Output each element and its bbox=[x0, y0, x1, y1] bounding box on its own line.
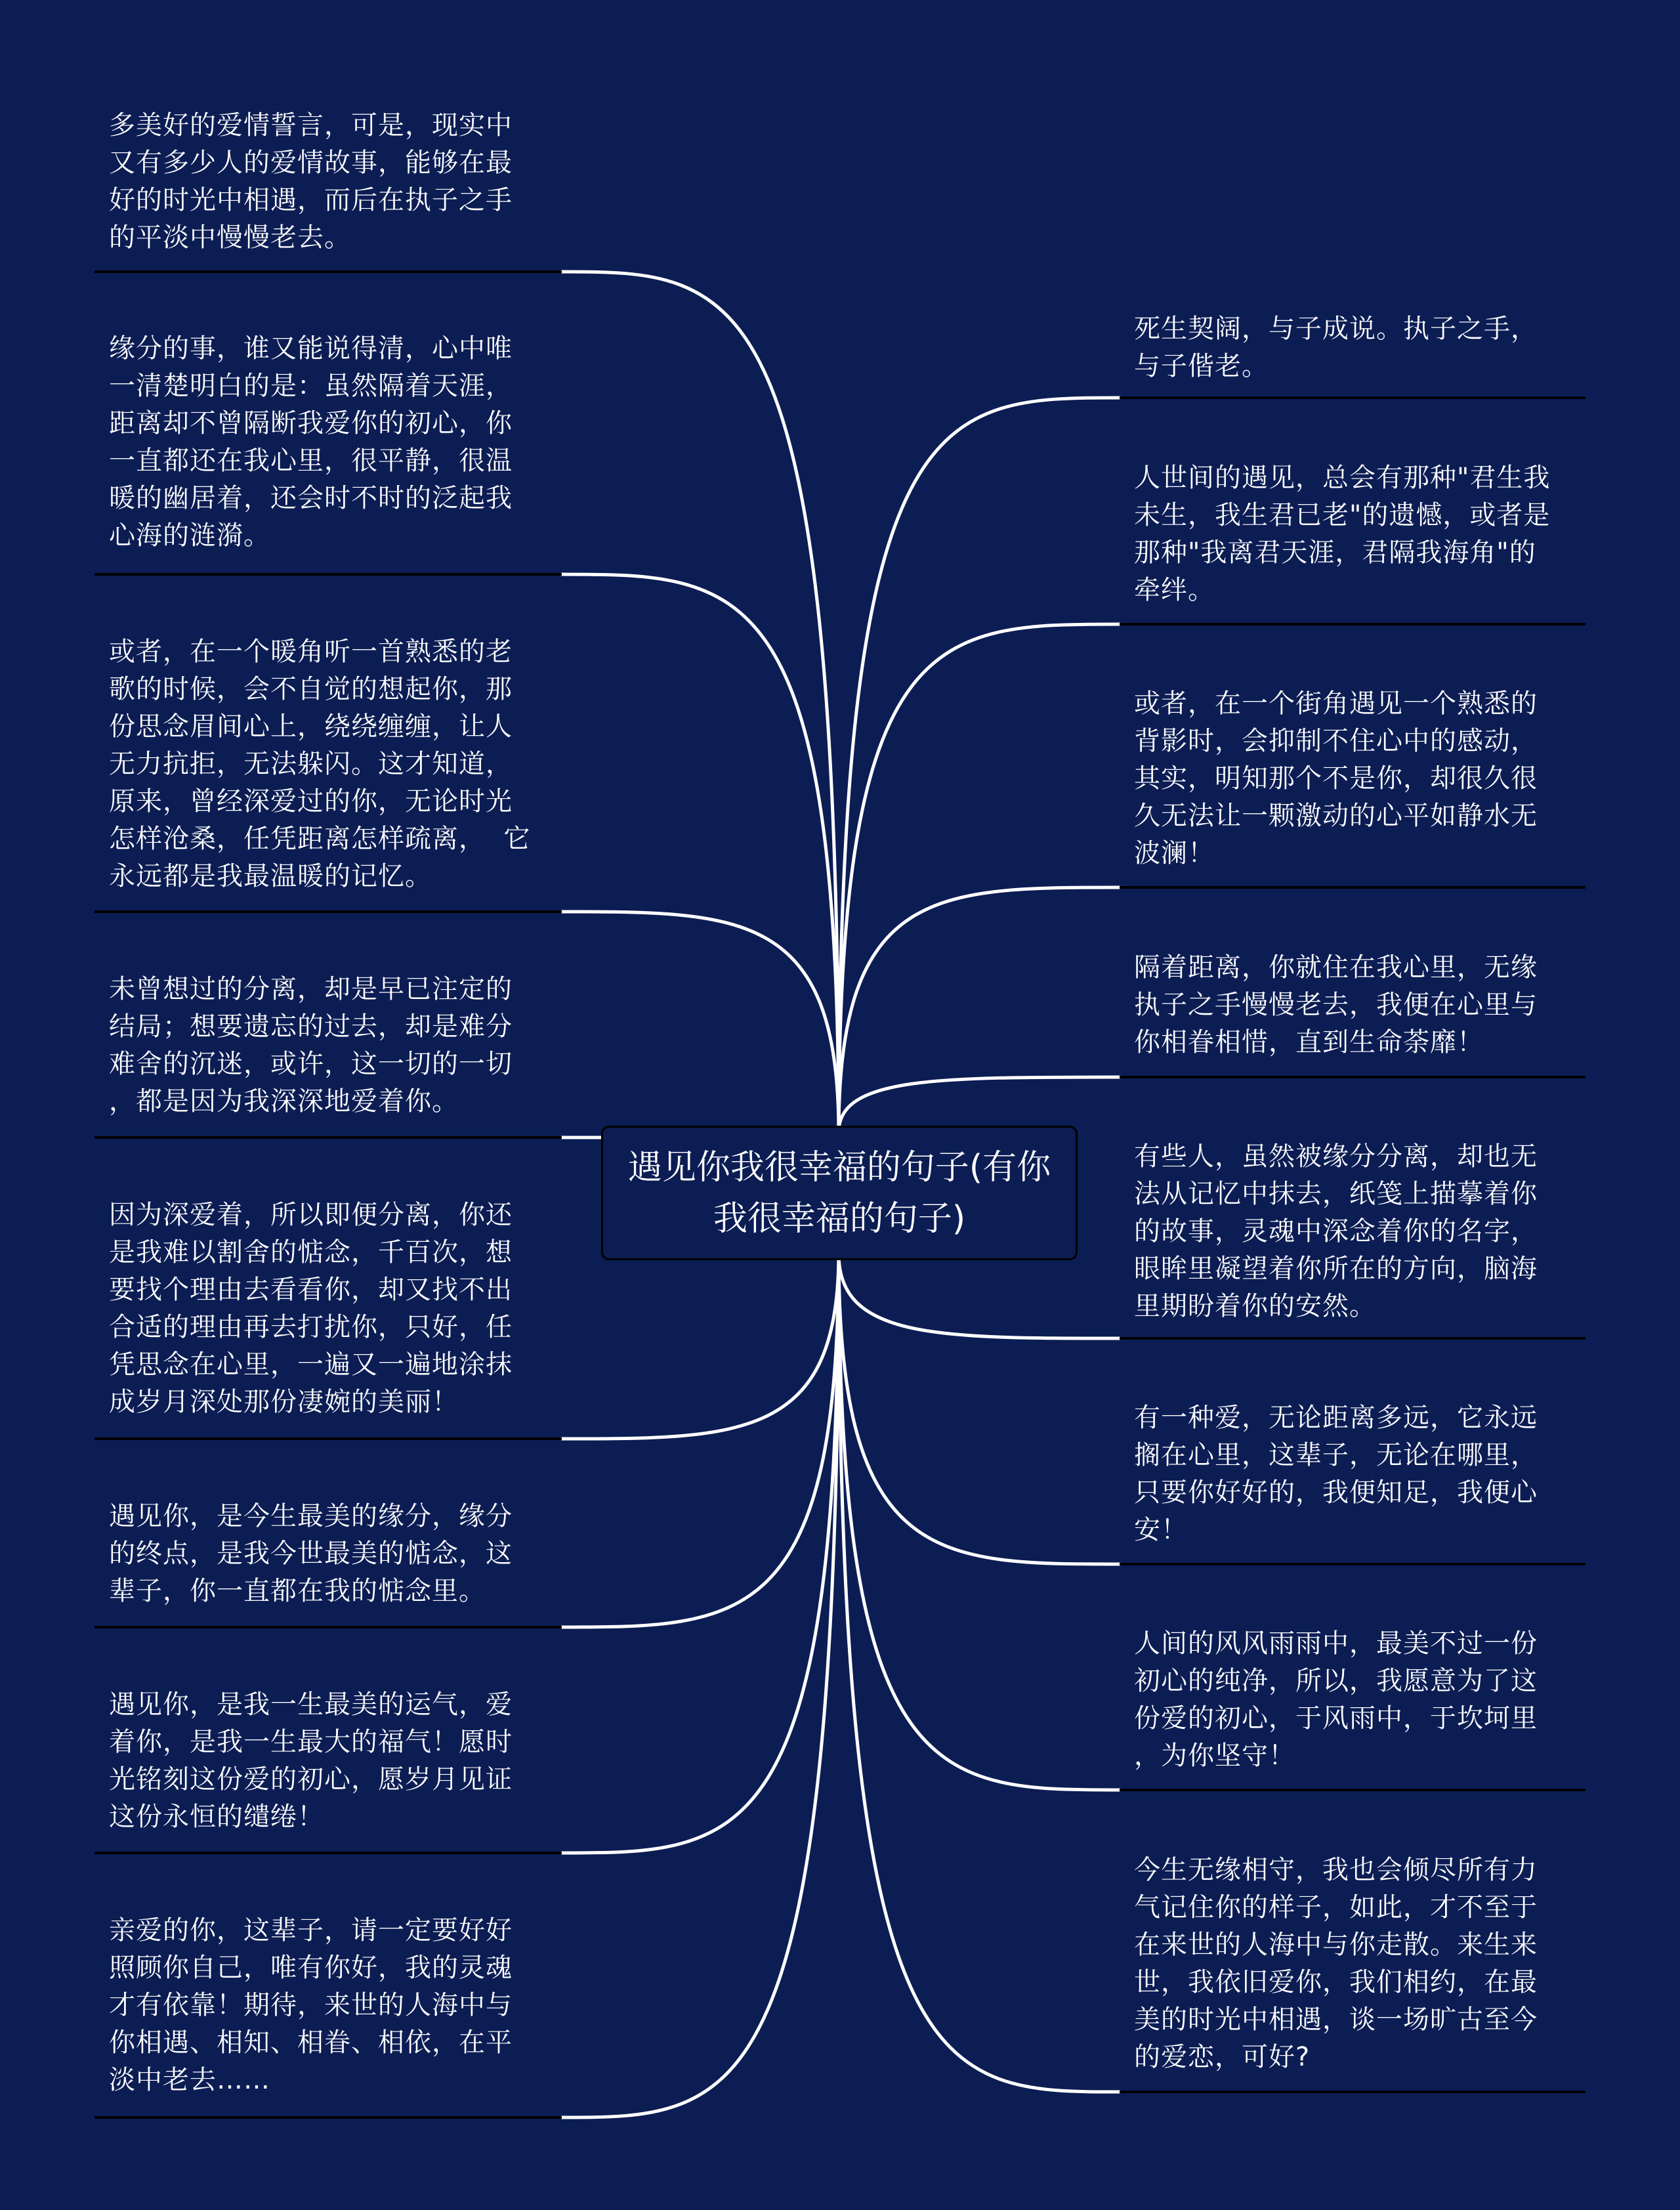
left-connector-6 bbox=[562, 1254, 839, 1627]
left-node-underline bbox=[94, 910, 562, 913]
left-node-underline bbox=[94, 1437, 562, 1440]
left-node-1[interactable]: 多美好的爱情誓言，可是，现实中 又有多少人的爱情故事，能够在最 好的时光中相遇，而后在执子之手 的平淡中慢慢老去。 bbox=[109, 110, 513, 253]
left-node-6[interactable]: 遇见你，是今生最美的缘分，缘分 的终点，是我今世最美的惦念，这 辈子，你一直都在我的惦念里。 bbox=[109, 1501, 513, 1606]
right-connector-1 bbox=[839, 398, 1120, 1132]
left-connector-1 bbox=[562, 272, 839, 1132]
right-connector-4 bbox=[839, 1077, 1120, 1132]
root-topic[interactable] bbox=[601, 1126, 1078, 1260]
left-node-7[interactable]: 遇见你，是我一生最美的运气，爱 着你，是我一生最大的福气！愿时 光铭刻这份爱的初心，愿岁月见证 这份永恒的缱绻！ bbox=[109, 1689, 513, 1832]
left-node-underline bbox=[94, 1852, 562, 1854]
right-connector-3 bbox=[839, 887, 1120, 1132]
left-connector-3 bbox=[562, 912, 839, 1132]
left-node-3[interactable]: 或者，在一个暖角听一首熟悉的老 歌的时候，会不自觉的想起你，那 份思念眉间心上，绕绕缠缠，让人 无力抗拒，无法躲闪。这才知道， 原来，曾经深爱过的你，无论时光 怎样沧桑，任凭距离怎样疏离， 它 永远都是我最温暖的记忆。 bbox=[109, 637, 531, 891]
right-node-7[interactable]: 人间的风风雨雨中，最美不过一份 初心的纯净，所以，我愿意为了这 份爱的初心，于风雨中，于坎坷里 ，为你坚守！ bbox=[1134, 1628, 1538, 1771]
left-node-underline bbox=[94, 2116, 562, 2119]
right-node-underline bbox=[1120, 623, 1586, 626]
right-node-underline bbox=[1120, 1789, 1586, 1791]
right-node-2[interactable]: 人世间的遇见，总会有那种"君生我 未生，我生君已老"的遗憾，或者是 那种"我离君天涯，君隔我海角"的 牵绊。 bbox=[1134, 463, 1551, 605]
right-node-underline bbox=[1120, 1076, 1586, 1078]
root-title: 遇见你我很幸福的句子(有你我很幸福的句子) bbox=[627, 1147, 1051, 1239]
right-connector-5 bbox=[839, 1254, 1120, 1338]
right-connector-8 bbox=[839, 1254, 1120, 2092]
right-connector-2 bbox=[839, 624, 1120, 1132]
right-node-4[interactable]: 隔着距离，你就住在我心里，无缘 执子之手慢慢老去，我便在心里与 你相眷相惜，直到生命荼靡！ bbox=[1134, 952, 1538, 1057]
left-connector-8 bbox=[562, 1254, 839, 2117]
left-connector-5 bbox=[562, 1254, 839, 1439]
left-node-4[interactable]: 未曾想过的分离，却是早已注定的 结局；想要遗忘的过去，却是难分 难舍的沉迷，或许，这一切的一切 ，都是因为我深深地爱着你。 bbox=[109, 974, 513, 1116]
left-node-underline bbox=[94, 270, 562, 273]
right-node-underline bbox=[1120, 1563, 1586, 1565]
right-node-1[interactable]: 死生契阔，与子成说。执子之手， 与子偕老。 bbox=[1134, 314, 1538, 381]
right-node-underline bbox=[1120, 2091, 1586, 2093]
right-node-underline bbox=[1120, 886, 1586, 889]
right-node-6[interactable]: 有一种爱，无论距离多远，它永远 搁在心里，这辈子，无论在哪里， 只要你好好的，我便知足，我便心 安！ bbox=[1134, 1403, 1538, 1545]
right-node-8[interactable]: 今生无缘相守，我也会倾尽所有力 气记住你的样子，如此，才不至于 在来世的人海中与你走散。来生来 世，我依旧爱你，我们相约，在最 美的时光中相遇，谈一场旷古至今 的爱恋，可好? bbox=[1134, 1855, 1538, 2072]
left-connector-2 bbox=[562, 574, 839, 1132]
left-node-underline bbox=[94, 1626, 562, 1628]
left-connector-7 bbox=[562, 1254, 839, 1853]
left-node-8[interactable]: 亲爱的你，这辈子，请一定要好好 照顾你自己，唯有你好，我的灵魂 才有依靠！期待，来世的人海中与 你相遇、相知、相眷、相依，在平 淡中老去…… bbox=[109, 1915, 513, 2095]
right-node-underline bbox=[1120, 1337, 1586, 1340]
left-node-2[interactable]: 缘分的事，谁又能说得清，心中唯 一清楚明白的是：虽然隔着天涯， 距离却不曾隔断我爱你的初心，你 一直都还在我心里，很平静，很温 暖的幽居着，还会时不时的泛起我 心海的涟漪。 bbox=[109, 333, 513, 551]
left-node-underline bbox=[94, 573, 562, 576]
right-node-underline bbox=[1120, 396, 1586, 399]
left-node-5[interactable]: 因为深爱着，所以即便分离，你还 是我难以割舍的惦念，千百次，想 要找个理由去看看你，却又找不出 合适的理由再去打扰你，只好，任 凭思念在心里，一遍又一遍地涂抹 成岁月深处那份凄婉的美丽！ bbox=[109, 1200, 513, 1417]
right-connector-6 bbox=[839, 1254, 1120, 1564]
right-connector-7 bbox=[839, 1254, 1120, 1790]
right-node-3[interactable]: 或者，在一个街角遇见一个熟悉的 背影时，会抑制不住心中的感动， 其实，明知那个不是你，却很久很 久无法让一颗激动的心平如静水无 波澜！ bbox=[1134, 689, 1538, 868]
left-node-underline bbox=[94, 1136, 562, 1139]
right-node-5[interactable]: 有些人，虽然被缘分分离，却也无 法从记忆中抹去，纸笺上描摹着你 的故事，灵魂中深念着你的名字， 眼眸里凝望着你所在的方向，脑海 里期盼着你的安然。 bbox=[1134, 1141, 1538, 1321]
